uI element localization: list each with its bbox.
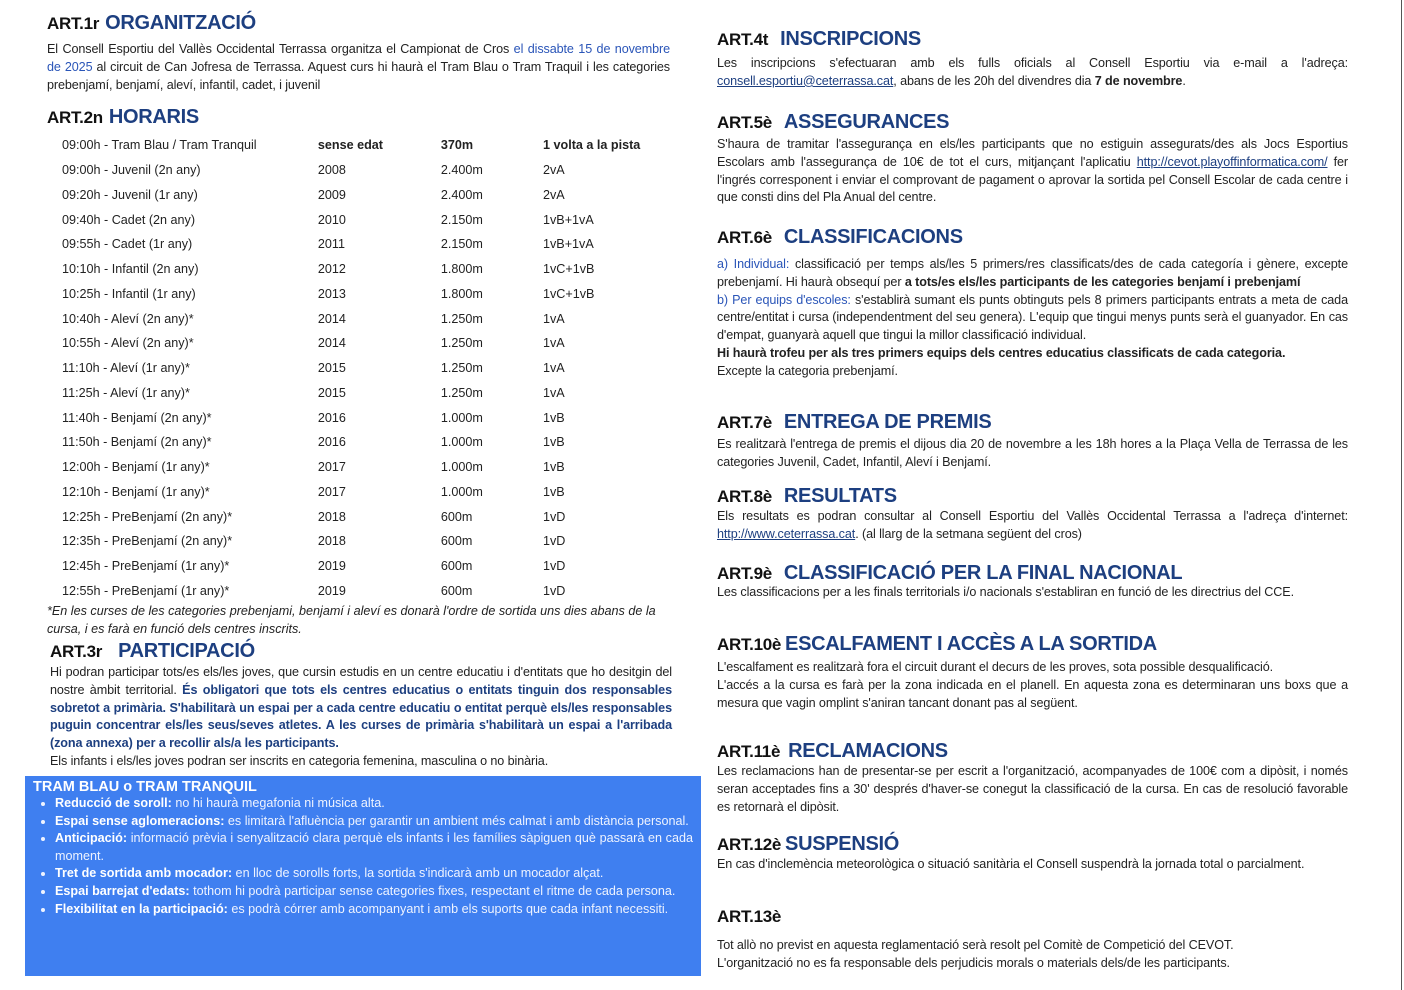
article-text [717,659,1348,712]
distance: 1.000m [440,484,483,499]
item-label: Flexibilitat en la participació: [55,901,228,916]
article-4 [717,28,1348,91]
distance: 1.250m [440,336,483,351]
text-segment: Les classificacions per a les finals territorials i/o nacionals s'establiran en funció de les directrius del CCE. [717,585,1294,599]
birth-year: 2019 [317,559,346,574]
distance: 370m [440,138,474,153]
laps: 1vC+1vB [543,286,595,301]
distance: 1.800m [440,262,483,277]
laps: 1vD [543,534,566,549]
article-13 [717,907,1348,973]
article-number: ART.3r [50,642,103,661]
birth-year: 2016 [317,435,346,450]
item-text: en lloc de sorolls forts, la sortida s'indicarà amb un mocador alçat. [232,866,604,881]
text-segment: . (al llarg de la setmana següent del cros) [855,526,1082,541]
distance: 1.250m [440,385,483,400]
table-row [62,554,662,579]
birth-year: 2016 [317,410,346,425]
list-item [55,813,693,831]
article-title: CLASSIFICACIÓ PER LA FINAL NACIONAL [783,562,1183,584]
table-row [62,158,662,183]
table-row [62,257,662,282]
article-text [717,584,1348,602]
article-7 [717,411,1348,472]
article-6 [717,226,1348,381]
race-time-category: 10:55h - Aleví (2n any)* [62,336,194,351]
list-item [55,883,693,901]
laps: 1vB [543,460,565,475]
text-segment: classificació per temps als/les 5 primers/res classificats/des de cada categoría i gènere, excepte prebenjamí. Hi haurà obsequí per [717,257,1348,289]
article-text [717,436,1348,472]
schedule-table [62,133,662,603]
text-segment: Els resultats es podran consultar al Consell Esportiu del Vallès Occidental Terrassa a l'adreça d'internet: [717,509,1348,523]
distance: 2.150m [440,212,483,227]
birth-year: 2017 [317,484,346,499]
item-text: es podrà córrer amb acompanyant i amb els suports que cada infant necessiti. [227,901,669,916]
item-label: Tret de sortida amb mocador: [55,866,233,881]
table-row [62,529,662,554]
item-text: no hi haurà megafonia ni música alta. [171,796,385,810]
laps: 1vA [543,336,565,351]
link[interactable]: http://cevot.playoffinformatica.com/ [1136,154,1328,169]
table-row [62,207,662,232]
text-segment: 7 de novembre [1094,73,1183,88]
laps: 1vD [543,509,566,524]
distance: 2.400m [440,163,483,178]
article-title: CLASSIFICACIONS [783,226,963,248]
list-item [55,830,693,865]
article-title: INSCRIPCIONS [780,28,921,50]
item-text: tothom hi podrà participar sense categories fixes, respectant el ritme de cada persona. [189,883,676,898]
race-time-category: 11:50h - Benjamí (2n any)* [62,435,212,450]
article-9 [717,562,1348,602]
table-row [62,133,662,158]
article-title: HORARIS [108,106,199,128]
article-title: RESULTATS [783,485,897,507]
text-segment: al circuit de Can Jofresa de Terrassa. Aquest curs hi haurà el Tram Blau o Tram Traquil i les categories prebenjamí, benjamí, aleví, infantil, cadet, i juvenil [47,59,670,92]
race-time-category: 11:10h - Aleví (1r any)* [62,361,190,376]
list-item [55,865,693,883]
table-row [62,356,662,381]
race-time-category: 12:35h - PreBenjamí (2n any)* [62,534,233,549]
birth-year: 2009 [317,187,346,202]
distance: 1.000m [440,435,483,450]
table-row [62,480,662,505]
article-2 [47,106,670,129]
article-text [717,55,1348,91]
article-text [717,937,1348,973]
race-time-category: 11:25h - Aleví (1r any)* [62,385,190,400]
item-label: Anticipació: [55,831,128,846]
laps: 1vB+1vA [543,237,594,252]
article-number: ART.6è [717,228,772,247]
article-number: ART.5è [717,113,772,132]
text-segment: En cas d'inclemència meteorològica o situació sanitària el Consell suspendrà la jornada total o parcialment. [717,857,1305,871]
laps: 1vD [543,559,566,574]
table-row [62,430,662,455]
article-12 [717,833,1348,874]
laps: 1vA [543,361,565,376]
list-item [55,901,693,919]
article-text [717,256,1348,381]
birth-year: 2019 [317,583,346,598]
text-segment: , abans de les 20h del divendres dia [893,73,1095,88]
article-text [47,41,670,94]
article-number: ART.9è [717,564,772,583]
text-segment: És obligatori que tots els centres educatius o entitats tinguin dos responsables sobretot a primària. S'habilitarà un espai per a cada centre educatiu o entitat perquè els/les responsables puguin concentrar els/les seus/seves atletes. A les curses de primària s'habilitarà un espai a l'arribada (zona annexa) per a recollir als/a les participants. [50,682,672,751]
article-title: ENTREGA DE PREMIS [783,411,992,433]
text-segment: Les inscripcions s'efectuaran amb els fulls oficials al Consell Esportiu via e-mail a l'adreça: [717,56,1348,70]
text-segment: S'haura de tramitar l'assegurança en els/les participants que no estiguin assegurats/des als Jocs Esportius Escolars amb l'assegurança de 10€ de tot el curs, mitjançant l'aplicatiu [717,137,1348,169]
laps: 1vB [543,410,565,425]
laps: 1vB+1vA [543,212,594,227]
race-time-category: 09:40h - Cadet (2n any) [62,212,196,227]
race-time-category: 12:10h - Benjamí (1r any)* [62,484,210,499]
birth-year: 2014 [317,311,346,326]
birth-year: 2010 [317,212,346,227]
text-segment: a) Individual: [717,257,790,271]
laps: 1vB [543,435,565,450]
article-11 [717,740,1348,816]
text-segment: Les reclamacions han de presentar-se per escrit a l'organització, acompanyades de 100€ com a dipòsit, i només seran acceptades fins a 30' després d'haver-se conegut la classificació de la cursa. En cas de resolució favorable es retornarà el dipòsit. [717,764,1348,814]
article-title: ORGANITZACIÓ [105,12,256,34]
text-segment: Hi haurà trofeu per als tres primers equips dels centres educatius classificats de cada categoria. [717,345,1286,360]
distance: 1.800m [440,286,483,301]
article-number: ART.13è [717,907,782,926]
article-text [717,856,1348,874]
text-segment: Tot allò no previst en aquesta reglamentació serà resolt pel Comitè de Competició del CEVOT. L'organització no es fa responsable dels perjudicis morals o materials dels/de les participants. [717,938,1234,970]
laps: 1vA [543,385,565,400]
table-row [62,381,662,406]
laps: 2vA [543,187,565,202]
race-time-category: 09:20h - Juvenil (1r any) [62,187,198,202]
distance: 1.000m [440,460,483,475]
laps: 2vA [543,163,565,178]
race-time-category: 09:00h - Tram Blau / Tram Tranquil [62,138,257,153]
table-row [62,306,662,331]
item-label: Reducció de soroll: [55,796,172,810]
distance: 600m [440,583,473,598]
text-segment: El Consell Esportiu del Vallès Occidental Terrassa organitza el Campionat de Cros [47,42,514,56]
article-number: ART.2n [47,108,103,127]
tram-blau-box [25,776,701,976]
text-segment: . [1182,73,1186,88]
race-time-category: 11:40h - Benjamí (2n any)* [62,410,212,425]
birth-year: 2011 [317,237,345,252]
race-time-category: 10:25h - Infantil (1r any) [62,286,196,301]
article-10 [717,633,1348,712]
distance: 1.250m [440,311,483,326]
distance: 600m [440,559,473,574]
article-5 [717,111,1348,207]
race-time-category: 12:00h - Benjamí (1r any)* [62,460,210,475]
article-number: ART.8è [717,487,772,506]
article-number: ART.7è [717,413,772,432]
birth-year: 2017 [317,460,346,475]
distance: 600m [440,509,473,524]
birth-year: 2018 [317,509,346,524]
distance: 1.250m [440,361,483,376]
text-segment: Es realitzarà l'entrega de premis el dijous dia 20 de novembre a les 18h hores a la Plaça Vella de Terrassa de les categories Juvenil, Cadet, Infantil, Aleví i Benjamí. [717,437,1348,469]
table-row [62,455,662,480]
table-row [62,579,662,604]
text-segment: a tots/es els/les participants de les categories benjamí i prebenjamí [904,274,1301,289]
birth-year: 2013 [317,286,346,301]
article-1 [47,12,670,94]
article-title: ESCALFAMENT I ACCÈS A LA SORTIDA [785,633,1157,655]
page-border [1401,0,1402,990]
distance: 1.000m [440,410,483,425]
birth-year: 2015 [317,385,346,400]
article-number: ART.4t [717,30,769,49]
item-label: Espai barrejat d'edats: [55,883,190,898]
table-row [62,232,662,257]
article-title: ASSEGURANCES [783,111,950,133]
distance: 2.400m [440,187,483,202]
distance: 600m [440,534,473,549]
birth-year: 2018 [317,534,346,549]
item-label: Espai sense aglomeracions: [55,813,225,828]
text-segment: el dissabte 15 de novembre de 2025 [47,42,671,74]
table-row [62,183,662,208]
item-text: informació prèvia i senyalització clara perquè els infants i les famílies sàpiguen què passarà en cada moment. [55,831,693,863]
birth-year: 2014 [317,336,346,351]
article-text [717,508,1348,544]
laps: 1vC+1vB [543,262,595,277]
tram-blau-list [25,795,701,918]
text-segment: b) Per equips d'escoles: [717,292,851,307]
table-row [62,504,662,529]
text-segment: Hi podran participar tots/es els/les joves, que cursin estudis en un centre educatiu i d'entitats que ho desitgin del nostre àmbit territorial. [50,665,672,697]
table-row [62,405,662,430]
text-segment: fer l'ingrés corresponent i enviar el comprovant de pagament o aprovar la sortida pel Consell Escolar de cada centre i que consti dins del Pla Anual del centre. [717,154,1348,205]
race-time-category: 09:55h - Cadet (1r any) [62,237,193,252]
list-item [55,795,693,813]
distance: 2.150m [440,237,483,252]
article-text [717,763,1348,816]
text-segment: Excepte la categoria prebenjamí. [717,363,898,378]
item-text: es limitarà l'afluència per garantir un ambient més calmat i amb distància personal. [224,813,689,828]
text-segment: Els infants i els/les joves podran ser inscrits en categoria femenina, masculina o no binària. [50,753,549,768]
race-time-category: 10:40h - Aleví (2n any)* [62,311,194,326]
tram-blau-title: TRAM BLAU o TRAM TRANQUIL [33,779,257,795]
article-8 [717,485,1348,544]
laps: 1vB [543,484,565,499]
race-time-category: 12:45h - PreBenjamí (1r any)* [62,559,230,574]
laps: 1vA [543,311,565,326]
race-time-category: 12:25h - PreBenjamí (2n any)* [62,509,233,524]
article-title: PARTICIPACIÓ [118,640,255,662]
text-segment: L'escalfament es realitzarà fora el circuit durant el decurs de les proves, sota possible desqualificació. L'accés a la cursa es farà per la zona indicada en el planell. En aquesta zona es determinaran uns boxs que a mesura que vagin omplint s'aniran tancant donant pas al següent. [717,660,1348,710]
race-time-category: 10:10h - Infantil (2n any) [62,262,199,277]
birth-year: 2015 [317,361,346,376]
article-text [717,136,1348,207]
race-time-category: 09:00h - Juvenil (2n any) [62,163,201,178]
article-title: SUSPENSIÓ [785,833,900,855]
text-segment: s'establirà sumant els punts obtinguts pels 8 primers participants entrats a meta de cada centre/entitat i cursa (independentment del seu genera). L'equip que tingui menys punts serà el guanyador. En cas d'empat, guanyarà aquell que tingui la millor classificació individual. [717,292,1348,343]
link[interactable]: http://www.ceterrassa.cat [717,526,856,541]
article-number: ART.12è [717,835,782,854]
birth-year: 2008 [317,163,346,178]
table-row [62,282,662,307]
article-number: ART.1r [47,14,100,33]
table-row [62,331,662,356]
race-time-category: 12:55h - PreBenjamí (1r any)* [62,583,230,598]
birth-year: sense edat [317,138,383,153]
birth-year: 2012 [317,262,346,277]
schedule-note: *En les curses de les categories prebenjami, benjamí i aleví es donarà l'ordre de sortida uns dies abans de la cursa, i es farà en funció dels centres inscrits. [47,604,656,636]
laps: 1vD [543,583,566,598]
article-3 [50,640,672,771]
link[interactable]: consell.esportiu@ceterrassa.cat [717,73,894,88]
laps: 1 volta a la pista [543,138,641,153]
article-text [50,664,672,771]
article-number: ART.11è [717,742,781,761]
article-number: ART.10è [717,635,782,654]
article-title: RECLAMACIONS [788,740,948,762]
